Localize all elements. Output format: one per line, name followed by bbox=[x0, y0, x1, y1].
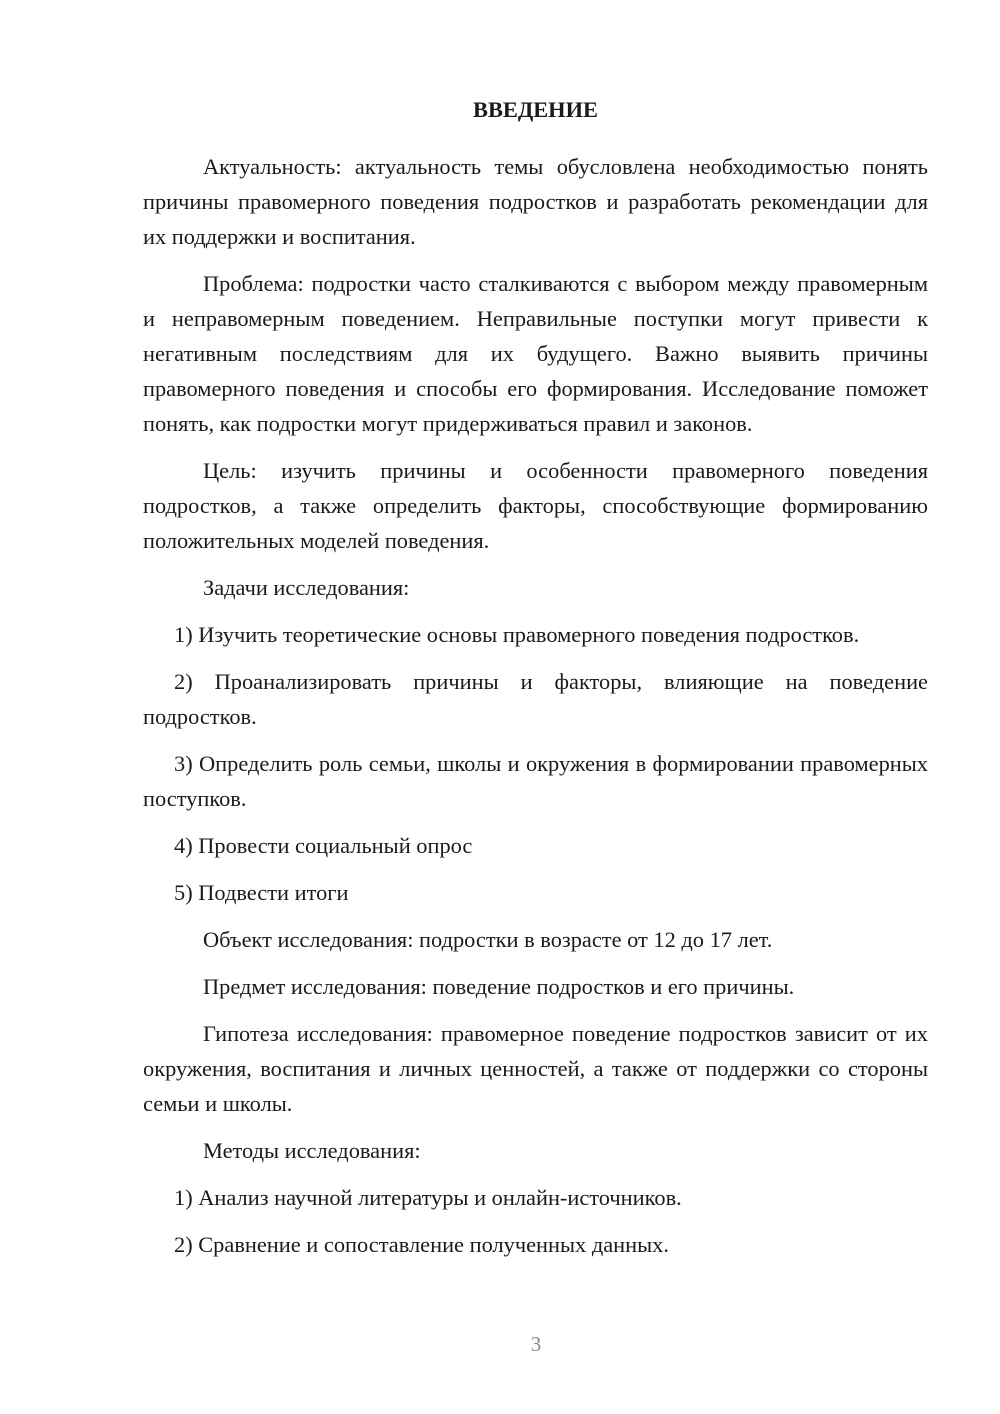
task-item-5: 5) Подвести итоги bbox=[174, 880, 349, 905]
task-item-3: 3) Определить роль семьи, школы и окружения в формировании правомерных поступков. bbox=[143, 751, 928, 811]
relevance-paragraph: Актуальность: актуальность темы обусловлена необходимостью понять причины правомерного поведения подростков и разработать рекомендации для их поддержки и воспитания. bbox=[143, 154, 928, 249]
hypothesis-paragraph: Гипотеза исследования: правомерное поведение подростков зависит от их окружения, воспитания и личных ценностей, а также от поддержки со стороны семьи и школы. bbox=[143, 1021, 928, 1116]
document-page bbox=[143, 92, 928, 1274]
subject-paragraph: Предмет исследования: поведение подростков и его причины. bbox=[203, 974, 795, 999]
task-item-2: 2) Проанализировать причины и факторы, влияющие на поведение подростков. bbox=[143, 669, 928, 729]
object-paragraph: Объект исследования: подростки в возрасте от 12 до 17 лет. bbox=[203, 927, 773, 952]
page-number: 3 bbox=[530, 1332, 542, 1356]
task-item-1: 1) Изучить теоретические основы правомерного поведения подростков. bbox=[174, 622, 860, 647]
problem-paragraph: Проблема: подростки часто сталкиваются с выбором между правомерным и неправомерным поведением. Неправильные поступки могут привести к негативным последствиям для их будущего. Важно выявить причины правомерного поведения и способы его формирования. Исследование поможет понять, как подростки могут придерживаться правил и законов. bbox=[143, 271, 928, 436]
task-item-4: 4) Провести социальный опрос bbox=[174, 833, 473, 858]
method-item-1: 1) Анализ научной литературы и онлайн-источников. bbox=[174, 1185, 682, 1210]
method-item-2: 2) Сравнение и сопоставление полученных данных. bbox=[174, 1232, 669, 1257]
tasks-heading: Задачи исследования: bbox=[203, 575, 410, 600]
goal-paragraph: Цель: изучить причины и особенности правомерного поведения подростков, а также определить факторы, способствующие формированию положительных моделей поведения. bbox=[143, 458, 928, 553]
section-title: ВВЕДЕНИЕ bbox=[473, 97, 598, 122]
methods-heading: Методы исследования: bbox=[203, 1138, 421, 1163]
